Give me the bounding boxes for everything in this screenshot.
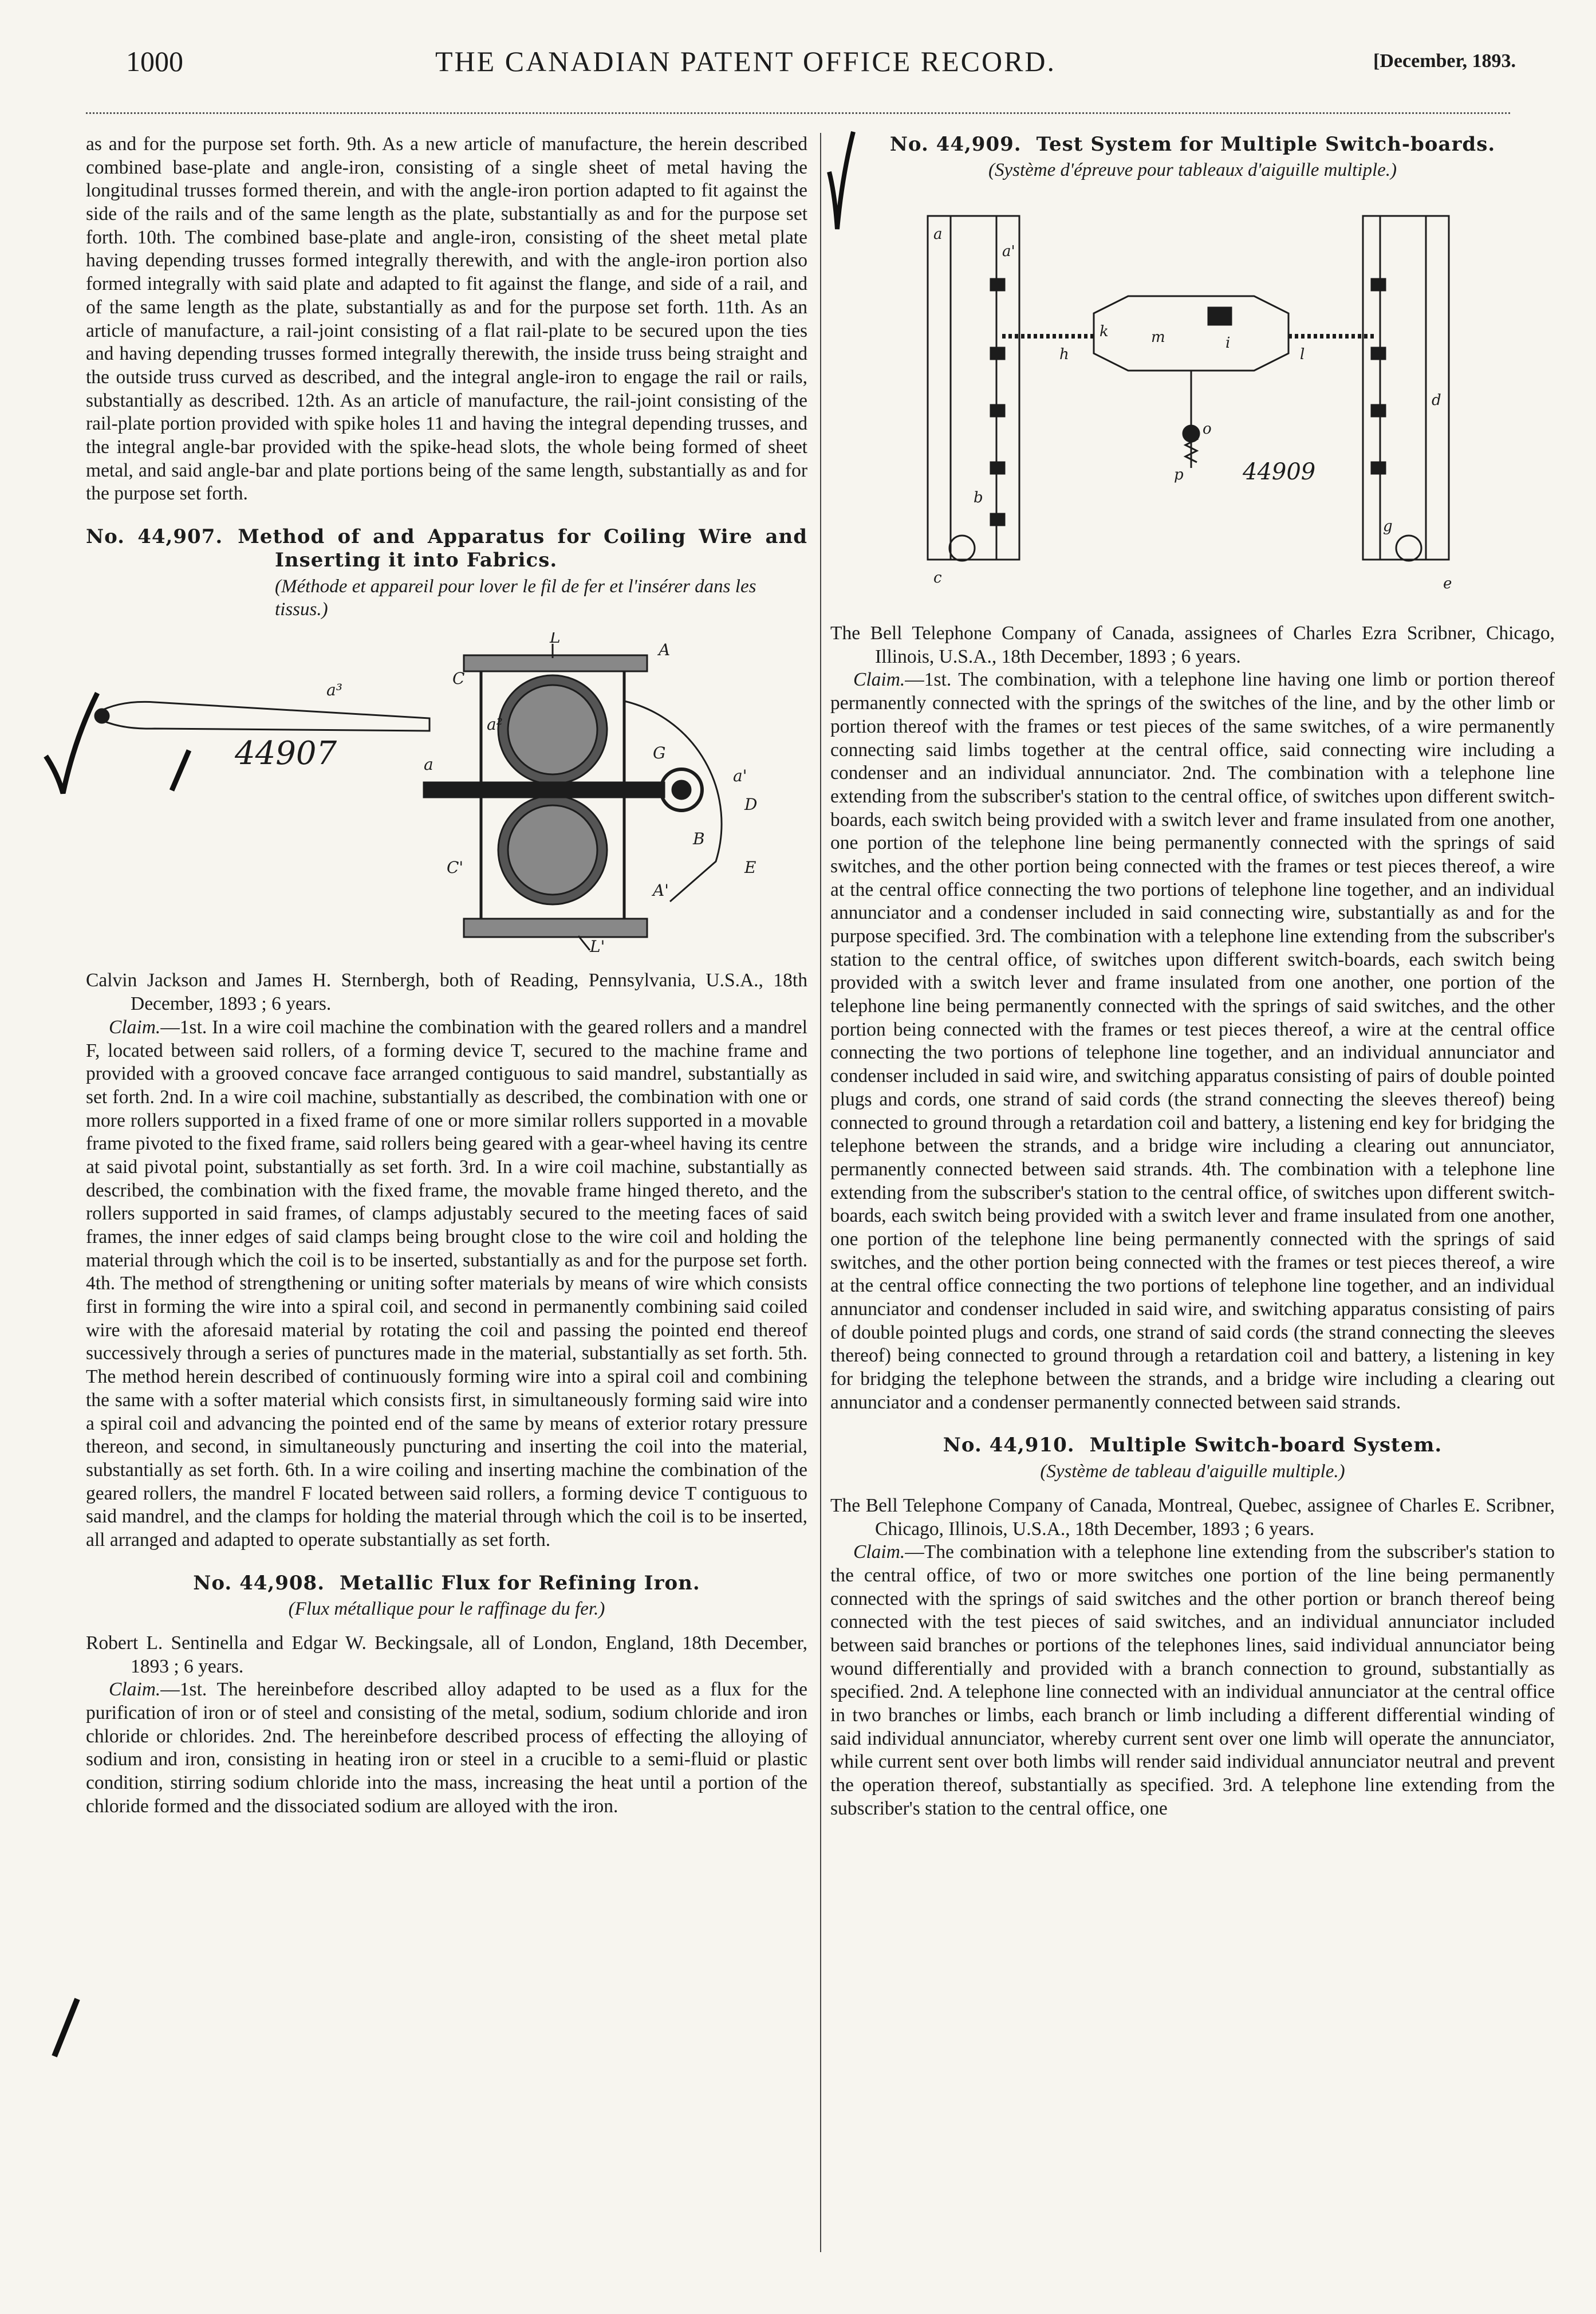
- figure-label: a²: [487, 714, 503, 734]
- patent-44907-heading: [86, 525, 807, 573]
- patent-title: Test System for Multiple Switch-boards.: [1036, 133, 1496, 156]
- switchboard-circuit-drawing: [830, 193, 1555, 605]
- claim-text: —1st. The hereinbefore described alloy adapted to be used as a flux for the purification of iron or of steel and consisting of the metal, sodium, sodium chloride and iron chloride or chlorides. 2nd. The hereinbefore described process of effecting the alloying of sodium and iron, consisting in heating iron or steel in a crucible to a semi-fluid or plastic condition, stirring sodium chloride into the mass, increasing the heat until a portion of the chloride formed and the dissociated sodium are alloyed with the iron.: [86, 1679, 807, 1817]
- patent-applicants: Robert L. Sentinella and Edgar W. Beckingsale, all of London, England, 18th December, 1893 ; 6 years.: [86, 1632, 807, 1677]
- patent-44909-heading: [830, 133, 1555, 156]
- figure-label: i: [1225, 334, 1231, 352]
- figure-label: G: [653, 743, 666, 762]
- mandrel: [424, 782, 664, 797]
- figure-label: c: [933, 569, 942, 587]
- figure-label: g: [1383, 518, 1393, 536]
- figure-label: e: [1443, 575, 1452, 593]
- claim-text: —1st. The combination, with a telephone line having one limb or portion thereof permanently connected with the springs of the switches of the line, and by the other limb or portion thereof with the frames or test pieces of the same switches, of a wire permanently connecting said limbs together at the central office, said connecting wire including a condenser and an individual annunciator. 2nd. The combination with a telephone line extending from the subscriber's station to the central office, of switches upon different switch-boards, each switch being provided with a switch lever and frame insulated from one another, one portion of the telephone line being permanently connected with the springs of said switches, and the other portion being connected with the frames or test pieces thereof, a wire at the central office connecting the two portions of telephone line together, and an individual annunciator and a condenser included in said connecting wire, substantially as and for the purpose specified. 3rd. The combination with a telephone line extending from the subscriber's station to the central office, of switches upon different switch-boards, each switch being provided with a switch lever and frame insulated from one another, one portion of the telephone line being permanently connected with the springs of said switches, and the other portion being connected with the frames or test pieces thereof, a wire at the central office connecting the two portions of telephone line together, and an individual annunciator and condenser included in said wire, and switching apparatus consisting of pairs of double pointed plugs and cords, one strand of said cords (the strand connecting the sleeves thereof) being connected to ground through a retardation coil and battery, a listening end key for bridging the telephone between the strands, and a bridge wire including a clearing out annunciator, permanently connected between said strands. 4th. The combination with a telephone line extending from the subscriber's station to the central office, of switches upon different switch-boards, each switch being provided with a switch lever and frame insulated from one another, one portion of the telephone line being permanently connected with the springs of said switches, and the other portion being connected with the frames or test pieces thereof, a wire at the central office connecting the two portions of telephone line together, and an individual annunciator and condenser included in said wire, and switching apparatus consisting of pairs of double pointed plugs and cords, one strand of said cords (the strand connecting the sleeves thereof) being connected to ground through a retardation coil and battery, a listening in key for bridging the telephone between the strands, and a bridge wire including a clearing out annunciator and a condenser permanently connected between said strands.: [830, 669, 1555, 1413]
- figure-label: l: [1300, 346, 1305, 364]
- patent-44909-figure: [830, 193, 1555, 612]
- issue-date: [December, 1893.: [1373, 50, 1516, 72]
- claim-label: Claim.: [109, 1016, 161, 1038]
- gear-arc: [624, 701, 722, 902]
- patent-title: Multiple Switch-board System.: [1089, 1434, 1443, 1457]
- figure-label: C': [447, 857, 464, 877]
- bottom-plate: [464, 919, 647, 937]
- figure-label: p: [1174, 466, 1184, 484]
- header-rule: [86, 112, 1510, 114]
- patent-applicants: Calvin Jackson and James H. Sternbergh, both of Reading, Pennsylvania, U.S.A., 18th December, 1893 ; 6 years.: [86, 970, 807, 1015]
- continuation-text: as and for the purpose set forth. 9th. As a new article of manufacture, the herein described combined base-plate and angle-iron, consisting of a single sheet of metal having the longitudinal trusses formed therein, and with the angle-iron portion adapted to fit against the side of the rails and of the same length as the plate, substantially as and for the purpose set forth. 10th. The combined base-plate and angle-iron, consisting of the sheet metal plate having depending trusses formed integrally therewith, and with the angle-iron portion also formed integrally with said plate and adapted to fit against the flange, and side of a rail, and of the same length as the plate, substantially as and for the purpose set forth. 11th. As an article of manufacture, a rail-joint consisting of a flat rail-plate to be secured upon the ties and having depending trusses formed integrally therewith, the inside truss being straight and the outside truss curved as described, and the integral angle-iron to engage the rail or rails, substantially as described. 12th. As an article of manufacture, the rail-joint consisting of the rail-plate portion provided with spike holes 11 and having the integral depending trusses, and the integral angle-bar provided with the spike-head slots, the whole being formed of sheet metal, and said angle-bar and plate portions being of the same length, substantially as and for the purpose set forth.: [86, 133, 807, 505]
- figure-label: C: [452, 668, 465, 688]
- figure-label: A: [659, 640, 671, 659]
- figure-label: d: [1432, 392, 1441, 410]
- page-number: 1000: [126, 45, 183, 77]
- claim-text: —The combination with a telephone line extending from the subscriber's station to the central office, of two or more switches one portion of the line being permanently connected with the springs of said switches and the other portion or branch thereof being connected with the test pieces of said switches, and an individual annunciator included between said branches or portions of the telephones lines, said individual annunciator being wound differentially and provided with a branch connection to ground, substantially as specified. 2nd. A telephone line connected with an individual annunciator at the central office in two branches or limbs, each branch or limb including a different differential winding of said individual annunciator, whereby current sent over one limb will operate the annunciator, while current sent over both limbs will render said individual annunciator neutral and prevent the operation thereof, substantially as specified. 3rd. A telephone line extending from the subscriber's station to the central office, one: [830, 1541, 1555, 1819]
- left-switchboard: [928, 216, 1019, 560]
- claim-label: Claim.: [853, 1541, 905, 1563]
- patent-number: No. 44,909.: [889, 133, 1022, 156]
- figure-label: a: [933, 226, 943, 243]
- subscriber-station-left: [949, 536, 975, 561]
- patent-number: No. 44,910.: [943, 1434, 1075, 1457]
- patent-french-title: (Méthode et appareil pour lover le fil de fer et l'insérer dans les tissus.): [275, 576, 756, 620]
- page-header: [126, 45, 1516, 85]
- lever-arm: [97, 702, 429, 731]
- figure-label: h: [1059, 346, 1069, 364]
- figure-label: a': [733, 766, 747, 785]
- patent-number: No. 44,907.: [86, 525, 223, 548]
- figure-label: m: [1151, 329, 1165, 347]
- patent-applicants: The Bell Telephone Company of Canada, Montreal, Quebec, assignee of Charles E. Scribner, Chicago, Illinois, U.S.A., 18th December, 1893 ; 6 years.: [830, 1494, 1555, 1540]
- tick-mark-icon: [46, 1993, 92, 2068]
- patent-claim: [86, 1678, 807, 1818]
- patent-44910-heading: [830, 1434, 1555, 1457]
- tick-mark-icon: [166, 745, 200, 796]
- patent-claim: [830, 1541, 1555, 1820]
- figure-label: a³: [326, 680, 342, 699]
- figure-label: o: [1203, 420, 1212, 438]
- figure-label: L': [590, 936, 605, 953]
- figure-label: B: [693, 829, 705, 848]
- subscriber-station-right: [1396, 536, 1421, 561]
- check-mark-icon: [40, 687, 109, 802]
- patent-french-title: (Flux métallique pour le raffinage du fer.): [288, 1598, 605, 1619]
- figure-number: 44907: [235, 734, 337, 772]
- right-switchboard: [1363, 216, 1449, 560]
- patent-44908-heading: [86, 1572, 807, 1595]
- patent-claim: [830, 668, 1555, 1414]
- patent-number: No. 44,908.: [193, 1571, 325, 1595]
- figure-label: b: [974, 489, 983, 507]
- check-mark-icon: [825, 126, 859, 241]
- patent-claim: [86, 1016, 807, 1552]
- patent-french-title: (Système d'épreuve pour tableaux d'aiguille multiple.): [988, 160, 1397, 181]
- claim-text: —1st. In a wire coil machine the combination with the geared rollers and a mandrel F, located between said rollers, of a forming device T, secured to the machine frame and provided with a grooved concave face arranged contiguous to said mandrel, substantially as set forth. 2nd. In a wire coil machine, substantially as described, the combination with one or more rollers supported in a fixed frame of one or more similar rollers supported in a movable frame pivoted to the fixed frame, said rollers being geared with a gear-wheel having its centre at said pivotal point, substantially as set forth. 3rd. In a wire coil machine, substantially as described, the combination with the fixed frame, the movable frame hinged thereto, and the rollers supported in said frames, of clamps adjustably secured to the meeting faces of said frames, the inner edges of said clamps being brought close to the wire coil and holding the material through which the coil is to be inserted, substantially as and for the purpose set forth. 4th. The method of strengthening or uniting softer materials by means of wire which consists first in forming the wire into a spiral coil, and second in permanently combining said coiled wire with the aforesaid material by rotating the coil and passing the pointed end thereof successively through a series of punctures made in the material, substantially as set forth. 5th. The method herein described of continuously forming wire into a spiral coil and combining the same with a softer material which consists first, in simultaneously forming said wire into a spiral coil and advancing the pointed end of the same by means of exterior rotary pressure thereon, and second, in simultaneously puncturing and inserting the coil into the material, substantially as set forth. 6th. In a wire coiling and inserting machine the combination of the geared rollers, the mandrel F located between said rollers, a forming device T contiguous to said mandrel, and the clamps for holding the material through which the coil is to be inserted, all arranged and adapted to operate substantially as set forth.: [86, 1016, 807, 1550]
- figure-label: a': [1002, 243, 1015, 261]
- figure-label: A': [653, 880, 669, 900]
- figure-label: L: [550, 632, 561, 647]
- top-plate: [464, 655, 647, 671]
- column-divider: [820, 133, 821, 2252]
- patent-title: Metallic Flux for Refining Iron.: [340, 1571, 700, 1595]
- claim-label: Claim.: [853, 669, 905, 691]
- figure-number: 44909: [1243, 459, 1316, 486]
- journal-title: THE CANADIAN PATENT OFFICE RECORD.: [435, 45, 1057, 77]
- claim-label: Claim.: [109, 1679, 161, 1701]
- patent-title: Method of and Apparatus for Coiling Wire and Inserting it into Fabrics.: [238, 525, 807, 572]
- right-column: [830, 133, 1555, 1820]
- patent-applicants: The Bell Telephone Company of Canada, assignees of Charles Ezra Scribner, Chicago, Illinois, U.S.A., 18th December, 1893 ; 6 years.: [830, 623, 1555, 667]
- figure-label: k: [1100, 323, 1109, 341]
- left-column: [86, 133, 807, 1819]
- figure-label: D: [744, 794, 758, 814]
- figure-label: a: [424, 754, 434, 774]
- central-office-box: [1094, 296, 1288, 371]
- figure-label: E: [744, 857, 756, 877]
- patent-french-title: (Système de tableau d'aiguille multiple.): [1040, 1461, 1345, 1482]
